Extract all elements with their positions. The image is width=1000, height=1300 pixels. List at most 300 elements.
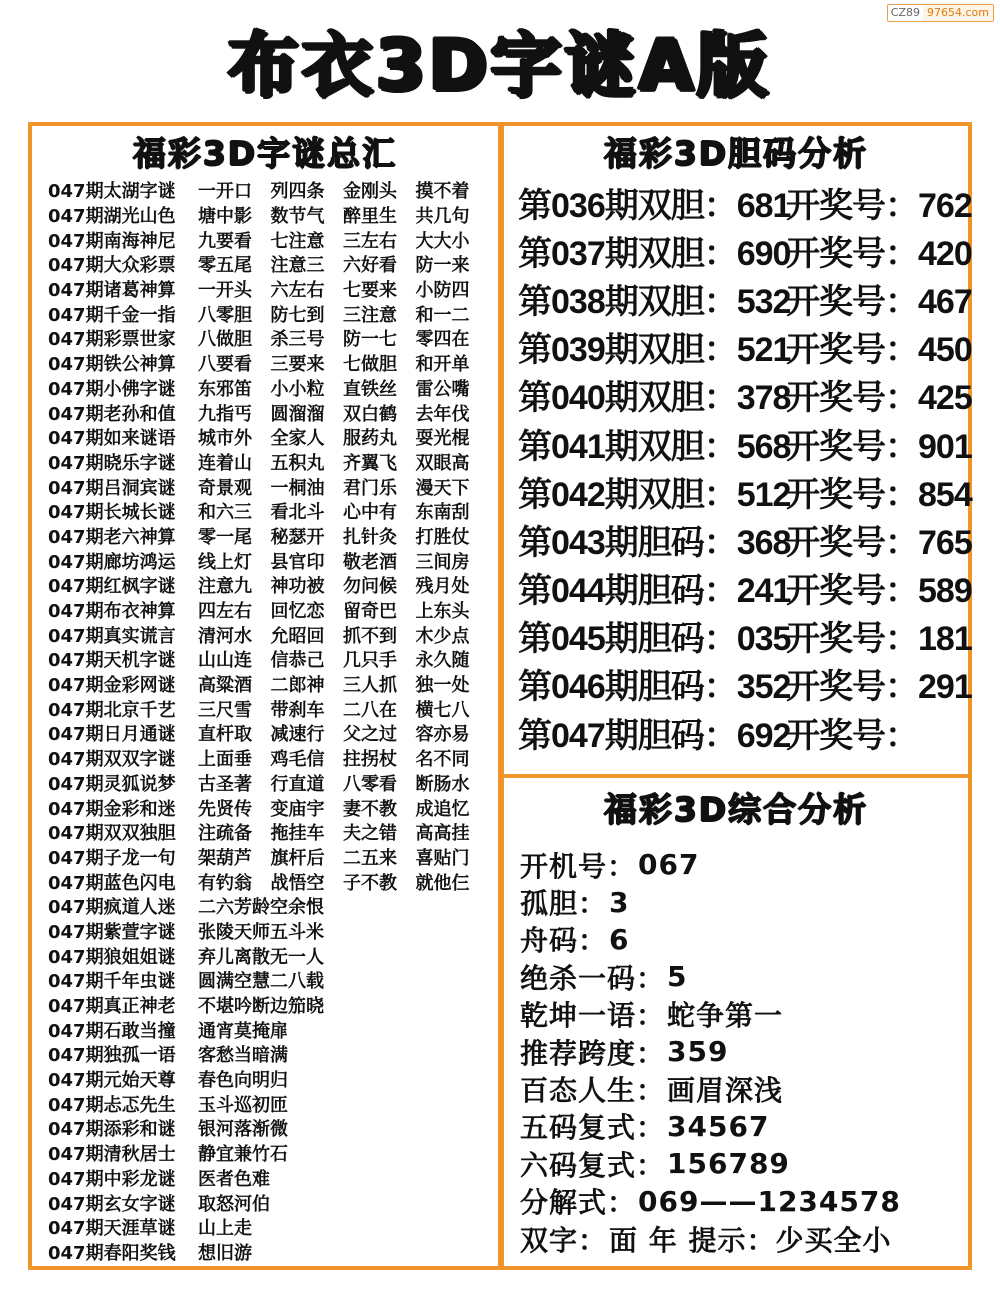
riddle-clue: 山上走 bbox=[197, 1218, 252, 1240]
riddle-clue: 回忆恋 bbox=[270, 601, 325, 623]
summary-value: 蛇争第一 bbox=[667, 999, 784, 1033]
riddle-source: 047期诸葛神算 bbox=[48, 280, 176, 302]
summary-label: 孤胆： bbox=[520, 887, 608, 921]
summary-value: 画眉深浅 bbox=[667, 1074, 784, 1108]
riddle-clue: 几只手 bbox=[342, 650, 397, 672]
riddle-clue: 先贤传 bbox=[197, 798, 252, 820]
riddle-clue: 金刚头 bbox=[342, 181, 397, 203]
riddle-clue: 通宵莫掩扉 bbox=[197, 1020, 288, 1042]
summary-value: 156789 bbox=[667, 1147, 790, 1181]
riddle-clue: 杀三号 bbox=[270, 329, 325, 351]
riddle-source: 047期红枫字谜 bbox=[48, 576, 176, 598]
riddle-clue: 三左右 bbox=[342, 230, 397, 252]
riddle-clue: 三注意 bbox=[342, 304, 397, 326]
summary-label: 百态人生： bbox=[520, 1074, 666, 1108]
riddle-clue: 神功被 bbox=[270, 576, 325, 598]
riddle-clue: 全家人 bbox=[270, 428, 325, 450]
riddle-clue: 二郎神 bbox=[270, 675, 325, 697]
riddle-clue: 清河水 bbox=[197, 625, 252, 647]
riddle-source: 047期子龙一句 bbox=[48, 847, 176, 869]
riddle-row bbox=[48, 845, 488, 870]
riddle-row bbox=[48, 351, 488, 376]
draw-number: 开奖号：291 bbox=[786, 668, 972, 707]
dan-pick: 第043期胆码：368 bbox=[518, 523, 791, 562]
riddle-row bbox=[48, 1091, 488, 1116]
riddle-clue: 旗杆后 bbox=[270, 847, 325, 869]
summary-label: 五码复式： bbox=[520, 1111, 666, 1145]
riddle-clue: 七要来 bbox=[342, 280, 397, 302]
riddle-clue: 注意三 bbox=[270, 255, 325, 277]
dan-row bbox=[518, 467, 972, 515]
riddle-clue: 张陵天师五斗米 bbox=[197, 921, 324, 943]
summary-row bbox=[520, 1145, 964, 1182]
riddle-clue: 打胜仗 bbox=[415, 526, 470, 548]
riddle-source: 047期小佛字谜 bbox=[48, 378, 176, 400]
summary-row bbox=[520, 1070, 964, 1107]
dan-row bbox=[518, 708, 958, 756]
riddle-clue: 六左右 bbox=[270, 280, 325, 302]
dan-analysis-title: 福彩3D胆码分析 bbox=[603, 134, 869, 173]
riddle-source: 047期晓乐字谜 bbox=[48, 452, 176, 474]
riddle-clue: 线上灯 bbox=[197, 551, 252, 573]
riddle-clue: 不堪吟断边笳晓 bbox=[197, 996, 324, 1018]
riddle-clue: 和开单 bbox=[415, 354, 470, 376]
dan-row bbox=[518, 323, 972, 371]
dan-pick: 第042期双胆：512 bbox=[518, 475, 791, 514]
riddle-clue: 防一来 bbox=[415, 255, 470, 277]
riddle-clue: 容亦易 bbox=[415, 724, 470, 746]
summary-row bbox=[520, 921, 964, 958]
riddle-source: 047期老六神算 bbox=[48, 526, 176, 548]
riddle-clue: 直杆取 bbox=[197, 724, 252, 746]
dan-pick: 第046期胆码：352 bbox=[518, 668, 791, 707]
riddle-clue: 静宜兼竹石 bbox=[197, 1144, 288, 1166]
riddle-row bbox=[48, 771, 488, 796]
riddle-clue: 山山连 bbox=[197, 650, 252, 672]
dan-row bbox=[518, 660, 972, 708]
riddle-list bbox=[48, 178, 488, 1264]
summary-value: 面 年 提示：少买全小 bbox=[609, 1223, 892, 1257]
riddle-row bbox=[48, 548, 488, 573]
riddle-clue: 鸡毛信 bbox=[270, 749, 325, 771]
riddle-clue: 允昭回 bbox=[270, 625, 325, 647]
riddle-clue: 喜贴门 bbox=[415, 847, 470, 869]
riddle-clue: 拄拐杖 bbox=[342, 749, 397, 771]
riddle-source: 047期湖光山色 bbox=[48, 206, 176, 228]
riddle-clue: 玉斗巡初匝 bbox=[197, 1094, 288, 1116]
riddle-source: 047期狼姐姐谜 bbox=[48, 946, 176, 968]
riddle-row bbox=[48, 919, 488, 944]
riddle-clue: 古圣著 bbox=[197, 773, 252, 795]
dan-row bbox=[518, 515, 972, 563]
riddle-clue: 上面垂 bbox=[197, 749, 252, 771]
riddle-clue: 架葫芦 bbox=[197, 847, 252, 869]
riddle-clue: 一开口 bbox=[197, 181, 252, 203]
summary-value: 067 bbox=[638, 848, 700, 882]
draw-number: 开奖号：765 bbox=[786, 523, 972, 562]
riddle-source: 047期廊坊鸿运 bbox=[48, 551, 176, 573]
riddle-row bbox=[48, 425, 488, 450]
summary-value: 069——1234578 bbox=[638, 1184, 901, 1218]
riddle-clue: 秘瑟开 bbox=[270, 526, 325, 548]
draw-number: 开奖号：467 bbox=[786, 282, 972, 321]
riddle-row bbox=[48, 647, 488, 672]
riddle-clue: 数节气 bbox=[270, 206, 325, 228]
riddle-row bbox=[48, 968, 488, 993]
riddle-row bbox=[48, 450, 488, 475]
summary-label: 分解式： bbox=[520, 1186, 637, 1220]
summary-label: 推荐跨度： bbox=[520, 1036, 666, 1070]
summary-row bbox=[520, 958, 964, 995]
riddle-clue: 减速行 bbox=[270, 724, 325, 746]
riddle-clue: 六好看 bbox=[342, 255, 397, 277]
riddle-clue: 医者色难 bbox=[197, 1168, 270, 1190]
riddle-clue: 三人抓 bbox=[342, 675, 397, 697]
riddle-row bbox=[48, 252, 488, 277]
riddle-clue: 就他仨 bbox=[415, 872, 470, 894]
dan-row bbox=[518, 178, 972, 226]
riddle-clue: 塘中影 bbox=[197, 206, 252, 228]
riddle-row bbox=[48, 524, 488, 549]
riddle-source: 047期双双独胆 bbox=[48, 823, 176, 845]
riddle-clue: 服药丸 bbox=[342, 428, 397, 450]
summary-value: 5 bbox=[667, 960, 688, 994]
riddle-clue: 高粱酒 bbox=[197, 675, 252, 697]
riddle-row bbox=[48, 672, 488, 697]
riddle-clue: 二六芳龄空余恨 bbox=[197, 897, 324, 919]
riddle-source: 047期春阳奖钱 bbox=[48, 1242, 176, 1264]
riddle-clue: 带刹车 bbox=[270, 699, 325, 721]
riddle-clue: 醉里生 bbox=[342, 206, 397, 228]
riddle-clue: 高高挂 bbox=[415, 823, 470, 845]
riddle-row bbox=[48, 869, 488, 894]
riddle-source: 047期金彩网谜 bbox=[48, 675, 176, 697]
riddle-row bbox=[48, 1017, 488, 1042]
riddle-clue: 三尺雪 bbox=[197, 699, 252, 721]
draw-number: 开奖号：854 bbox=[786, 475, 972, 514]
riddle-clue: 九要看 bbox=[197, 230, 252, 252]
riddle-source: 047期独孤一语 bbox=[48, 1045, 176, 1067]
riddle-clue: 五积丸 bbox=[270, 452, 325, 474]
dan-row bbox=[518, 274, 972, 322]
riddle-row bbox=[48, 1116, 488, 1141]
riddle-clue: 心中有 bbox=[342, 502, 397, 524]
riddle-clue: 永久随 bbox=[415, 650, 470, 672]
riddle-row bbox=[48, 474, 488, 499]
riddle-source: 047期疯道人迷 bbox=[48, 897, 176, 919]
riddle-clue: 想旧游 bbox=[197, 1242, 252, 1264]
riddle-clue: 奇景观 bbox=[197, 477, 252, 499]
riddle-clue: 变庙宇 bbox=[270, 798, 325, 820]
riddle-source: 047期长城长谜 bbox=[48, 502, 176, 524]
summary-value: 6 bbox=[609, 922, 630, 956]
riddle-clue: 零一尾 bbox=[197, 526, 252, 548]
riddle-clue: 独一处 bbox=[415, 675, 470, 697]
riddle-row bbox=[48, 1067, 488, 1092]
riddle-clue: 三要来 bbox=[270, 354, 325, 376]
riddle-clue: 东邪笛 bbox=[197, 378, 252, 400]
riddle-clue: 扎针灸 bbox=[342, 526, 397, 548]
riddle-source: 047期金彩和迷 bbox=[48, 798, 176, 820]
riddle-clue: 夫之错 bbox=[342, 823, 397, 845]
riddle-source: 047期吕洞宾谜 bbox=[48, 477, 176, 499]
riddle-clue: 一开头 bbox=[197, 280, 252, 302]
riddle-clue: 横七八 bbox=[415, 699, 470, 721]
riddle-summary-title: 福彩3D字谜总汇 bbox=[132, 134, 398, 173]
riddle-clue: 子不教 bbox=[342, 872, 397, 894]
riddle-row bbox=[48, 326, 488, 351]
riddle-source: 047期蓝色闪电 bbox=[48, 872, 176, 894]
riddle-clue: 和六三 bbox=[197, 502, 252, 524]
riddle-clue: 东南刮 bbox=[415, 502, 470, 524]
riddle-clue: 和一二 bbox=[415, 304, 470, 326]
riddle-row bbox=[48, 993, 488, 1018]
riddle-clue: 弃儿离散无一人 bbox=[197, 946, 324, 968]
riddle-source: 047期布衣神算 bbox=[48, 601, 176, 623]
riddle-clue: 八零胆 bbox=[197, 304, 252, 326]
draw-number: 开奖号：450 bbox=[786, 331, 972, 370]
draw-number: 开奖号：425 bbox=[786, 379, 972, 418]
riddle-row bbox=[48, 400, 488, 425]
riddle-clue: 注意九 bbox=[197, 576, 252, 598]
riddle-source: 047期彩票世家 bbox=[48, 329, 176, 351]
riddle-row bbox=[48, 894, 488, 919]
dan-pick: 第041期双胆：568 bbox=[518, 427, 791, 466]
riddle-clue: 断肠水 bbox=[415, 773, 470, 795]
dan-pick: 第044期胆码：241 bbox=[518, 572, 791, 611]
riddle-row bbox=[48, 1141, 488, 1166]
riddle-clue: 八零看 bbox=[342, 773, 397, 795]
summary-label: 乾坤一语： bbox=[520, 999, 666, 1033]
riddle-clue: 二八在 bbox=[342, 699, 397, 721]
summary-row bbox=[520, 1108, 964, 1145]
riddle-clue: 列四条 bbox=[270, 181, 325, 203]
riddle-row bbox=[48, 227, 488, 252]
riddle-source: 047期老孙和值 bbox=[48, 403, 176, 425]
riddle-clue: 妻不教 bbox=[342, 798, 397, 820]
riddle-clue: 银河落渐微 bbox=[197, 1119, 288, 1141]
riddle-source: 047期天机字谜 bbox=[48, 650, 176, 672]
riddle-clue: 圆满空慧二八载 bbox=[197, 971, 324, 993]
riddle-clue: 双白鹤 bbox=[342, 403, 397, 425]
summary-label: 六码复式： bbox=[520, 1148, 666, 1182]
riddle-clue: 取怒河伯 bbox=[197, 1193, 270, 1215]
summary-label: 双字： bbox=[520, 1223, 608, 1257]
riddle-source: 047期中彩龙谜 bbox=[48, 1168, 176, 1190]
dan-analysis-panel bbox=[500, 122, 972, 778]
riddle-row bbox=[48, 277, 488, 302]
riddle-clue: 留奇巴 bbox=[342, 601, 397, 623]
summary-label: 舟码： bbox=[520, 924, 608, 958]
riddle-clue: 二五来 bbox=[342, 847, 397, 869]
dan-pick: 第047期胆码：692 bbox=[518, 716, 791, 755]
riddle-clue: 信恭己 bbox=[270, 650, 325, 672]
riddle-row bbox=[48, 1166, 488, 1191]
riddle-clue: 战悟空 bbox=[270, 872, 325, 894]
riddle-clue: 漫天下 bbox=[415, 477, 470, 499]
riddle-clue: 名不同 bbox=[415, 749, 470, 771]
riddle-clue: 残月处 bbox=[415, 576, 470, 598]
riddle-clue: 敬老酒 bbox=[342, 551, 397, 573]
dan-row bbox=[518, 564, 972, 612]
dan-pick: 第040期双胆：378 bbox=[518, 379, 791, 418]
riddle-source: 047期太湖字谜 bbox=[48, 181, 176, 203]
watermark-domain: 97654.com bbox=[923, 5, 993, 21]
riddle-clue: 八要看 bbox=[197, 354, 252, 376]
summary-value: 34567 bbox=[667, 1109, 770, 1143]
riddle-clue: 齐翼飞 bbox=[342, 452, 397, 474]
riddle-summary-panel bbox=[28, 122, 502, 1270]
riddle-source: 047期千年虫谜 bbox=[48, 971, 176, 993]
summary-row bbox=[520, 1220, 964, 1257]
summary-value: 359 bbox=[667, 1035, 729, 1069]
riddle-clue: 零四在 bbox=[415, 329, 470, 351]
riddle-clue: 连着山 bbox=[197, 452, 252, 474]
dan-pick: 第038期双胆：532 bbox=[518, 282, 791, 321]
riddle-row bbox=[48, 721, 488, 746]
riddle-source: 047期清秋居士 bbox=[48, 1144, 176, 1166]
summary-row bbox=[520, 996, 964, 1033]
riddle-clue: 抓不到 bbox=[342, 625, 397, 647]
riddle-clue: 拖挂车 bbox=[270, 823, 325, 845]
summary-label: 开机号： bbox=[520, 849, 637, 883]
riddle-source: 047期玄女字谜 bbox=[48, 1193, 176, 1215]
dan-list bbox=[518, 178, 972, 756]
summary-row bbox=[520, 1033, 964, 1070]
riddle-row bbox=[48, 795, 488, 820]
riddle-row bbox=[48, 178, 488, 203]
riddle-clue: 小防四 bbox=[415, 280, 470, 302]
riddle-clue: 注疏备 bbox=[197, 823, 252, 845]
riddle-clue: 直铁丝 bbox=[342, 378, 397, 400]
riddle-clue: 父之过 bbox=[342, 724, 397, 746]
riddle-clue: 四左右 bbox=[197, 601, 252, 623]
watermark-code: CZ89 bbox=[890, 6, 921, 19]
dan-row bbox=[518, 371, 972, 419]
riddle-clue: 去年伐 bbox=[415, 403, 470, 425]
summary-label: 绝杀一码： bbox=[520, 961, 666, 995]
draw-number: 开奖号：762 bbox=[786, 186, 972, 225]
comprehensive-analysis-panel bbox=[500, 774, 972, 1270]
riddle-clue: 摸不着 bbox=[415, 181, 470, 203]
riddle-row bbox=[48, 376, 488, 401]
riddle-clue: 君门乐 bbox=[342, 477, 397, 499]
dan-pick: 第045期胆码：035 bbox=[518, 620, 791, 659]
dan-row bbox=[518, 226, 972, 274]
riddle-clue: 圆溜溜 bbox=[270, 403, 325, 425]
summary-row bbox=[520, 883, 964, 920]
riddle-source: 047期铁公神算 bbox=[48, 354, 176, 376]
riddle-clue: 防七到 bbox=[270, 304, 325, 326]
riddle-clue: 七做胆 bbox=[342, 354, 397, 376]
riddle-clue: 看北斗 bbox=[270, 502, 325, 524]
riddle-source: 047期天涯草谜 bbox=[48, 1218, 176, 1240]
riddle-row bbox=[48, 1215, 488, 1240]
riddle-source: 047期大众彩票 bbox=[48, 255, 176, 277]
draw-number: 开奖号：901 bbox=[786, 427, 972, 466]
riddle-clue: 八做胆 bbox=[197, 329, 252, 351]
riddle-clue: 一桐油 bbox=[270, 477, 325, 499]
riddle-row bbox=[48, 499, 488, 524]
riddle-source: 047期真实谎言 bbox=[48, 625, 176, 647]
draw-number: 开奖号： bbox=[786, 716, 918, 755]
riddle-source: 047期双双字谜 bbox=[48, 749, 176, 771]
draw-number: 开奖号：181 bbox=[786, 620, 972, 659]
riddle-clue: 城市外 bbox=[197, 428, 252, 450]
riddle-row bbox=[48, 598, 488, 623]
riddle-row bbox=[48, 622, 488, 647]
riddle-row bbox=[48, 1042, 488, 1067]
riddle-clue: 雷公嘴 bbox=[415, 378, 470, 400]
dan-row bbox=[518, 419, 972, 467]
riddle-source: 047期石敢当撞 bbox=[48, 1020, 176, 1042]
riddle-clue: 九指丐 bbox=[197, 403, 252, 425]
riddle-source: 047期北京千艺 bbox=[48, 699, 176, 721]
riddle-clue: 三间房 bbox=[415, 551, 470, 573]
riddle-source: 047期忐忑先生 bbox=[48, 1094, 176, 1116]
riddle-clue: 零五尾 bbox=[197, 255, 252, 277]
riddle-clue: 客愁当暗满 bbox=[197, 1045, 288, 1067]
riddle-row bbox=[48, 301, 488, 326]
riddle-clue: 双眼高 bbox=[415, 452, 470, 474]
riddle-clue: 耍光棍 bbox=[415, 428, 470, 450]
riddle-source: 047期日月通谜 bbox=[48, 724, 176, 746]
dan-row bbox=[518, 612, 972, 660]
riddle-clue: 春色向明归 bbox=[197, 1070, 288, 1092]
draw-number: 开奖号：420 bbox=[786, 234, 972, 273]
riddle-row bbox=[48, 943, 488, 968]
summary-row bbox=[520, 1183, 964, 1220]
riddle-source: 047期元始天尊 bbox=[48, 1070, 176, 1092]
riddle-clue: 防一七 bbox=[342, 329, 397, 351]
summary-value: 3 bbox=[609, 885, 630, 919]
dan-pick: 第039期双胆：521 bbox=[518, 331, 791, 370]
draw-number: 开奖号：589 bbox=[786, 572, 972, 611]
riddle-clue: 上东头 bbox=[415, 601, 470, 623]
riddle-row bbox=[48, 820, 488, 845]
riddle-row bbox=[48, 1190, 488, 1215]
riddle-source: 047期真正神老 bbox=[48, 996, 176, 1018]
riddle-source: 047期南海神尼 bbox=[48, 230, 176, 252]
riddle-clue: 大大小 bbox=[415, 230, 470, 252]
summary-list bbox=[520, 846, 964, 1257]
riddle-row bbox=[48, 696, 488, 721]
riddle-source: 047期如来谜语 bbox=[48, 428, 176, 450]
riddle-clue: 小小粒 bbox=[270, 378, 325, 400]
riddle-source: 047期添彩和谜 bbox=[48, 1119, 176, 1141]
riddle-row bbox=[48, 1240, 488, 1265]
riddle-row bbox=[48, 746, 488, 771]
riddle-clue: 成追忆 bbox=[415, 798, 470, 820]
riddle-clue: 木少点 bbox=[415, 625, 470, 647]
riddle-clue: 七注意 bbox=[270, 230, 325, 252]
riddle-clue: 勿问候 bbox=[342, 576, 397, 598]
summary-row bbox=[520, 846, 964, 883]
riddle-clue: 行直道 bbox=[270, 773, 325, 795]
riddle-clue: 共几句 bbox=[415, 206, 470, 228]
riddle-row bbox=[48, 203, 488, 228]
page-title: 布衣3D字谜A版 bbox=[228, 25, 772, 107]
riddle-source: 047期千金一指 bbox=[48, 304, 176, 326]
riddle-clue: 县官印 bbox=[270, 551, 325, 573]
riddle-row bbox=[48, 573, 488, 598]
riddle-source: 047期紫萱字谜 bbox=[48, 921, 176, 943]
dan-pick: 第037期双胆：690 bbox=[518, 234, 791, 273]
dan-pick: 第036期双胆：681 bbox=[518, 186, 791, 225]
riddle-source: 047期灵狐说梦 bbox=[48, 773, 176, 795]
riddle-clue: 有钓翁 bbox=[197, 872, 252, 894]
comprehensive-analysis-title: 福彩3D综合分析 bbox=[603, 790, 869, 829]
